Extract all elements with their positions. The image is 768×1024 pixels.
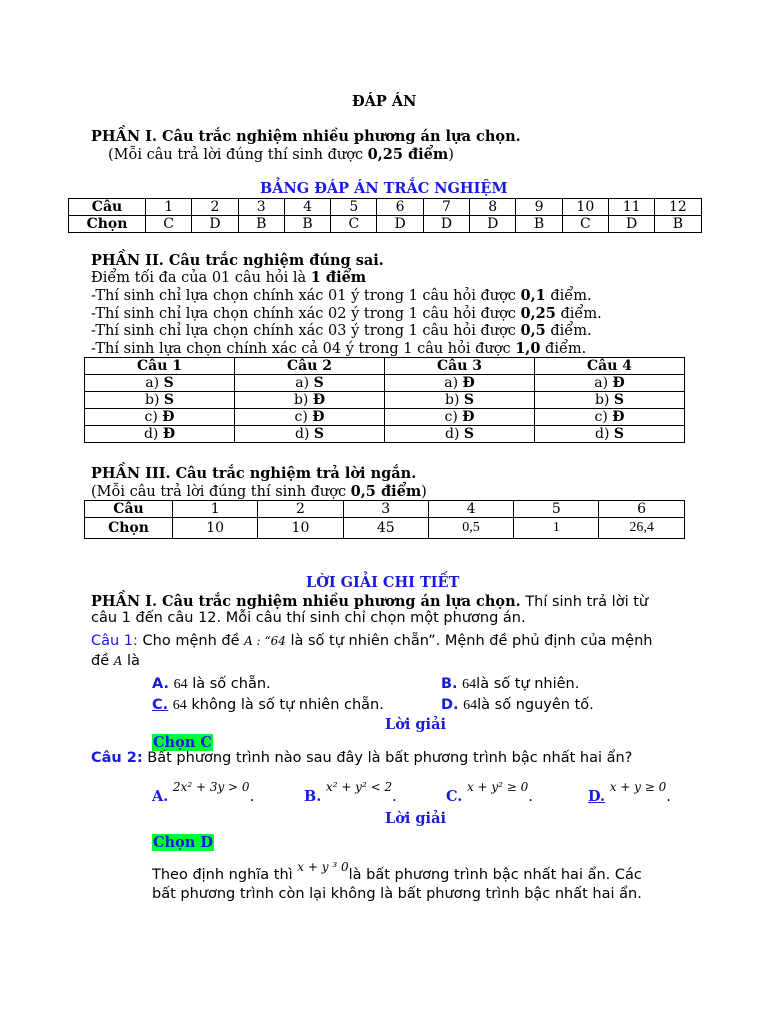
part3-question-cell: 5 (514, 501, 599, 518)
q1-option-d-math: 64 (463, 698, 478, 713)
part2-cell-answer: Đ (462, 375, 475, 391)
solution-part1-heading: PHẦN I. Câu trắc nghiệm nhiều phương án lựa chọn. (91, 593, 521, 610)
part3-answer-cell: 45 (343, 518, 428, 539)
q2-option-b-dot: . (392, 789, 397, 805)
part2-cell (385, 426, 535, 443)
part2-rule-text: -Thí sinh chỉ lựa chọn chính xác 03 ý trong 1 câu hỏi được (91, 323, 521, 339)
part1-question-cell: 6 (377, 199, 423, 216)
q1-answer: Chọn C (153, 734, 212, 751)
part2-row (85, 409, 685, 426)
part1-question-cell: 1 (146, 199, 192, 216)
part3-question-cell: 3 (343, 501, 428, 518)
q1-option-b-math: 64 (462, 677, 477, 692)
q1-label: Câu 1 (91, 633, 134, 649)
q1-option-c[interactable] (152, 697, 384, 714)
q2-option-b[interactable] (304, 778, 397, 805)
part1-question-cell: 10 (562, 199, 608, 216)
part3-answer-cell: 1 (514, 518, 599, 539)
part2-max-prefix: Điểm tối đa của 01 câu hỏi là (91, 270, 311, 286)
part1-question-row (69, 199, 702, 216)
part1-row2-label: Chọn (69, 216, 146, 233)
part3-answer-cell: 10 (258, 518, 343, 539)
q1-option-d-text: là số nguyên tố. (477, 697, 594, 713)
q1-text2: là số tự nhiên chẵn”. Mệnh đề phủ định của mệnh (285, 633, 653, 649)
q1-option-a-text: là số chẵn. (187, 676, 271, 692)
part2-cell (85, 409, 235, 426)
part2-cell (535, 375, 685, 392)
q2-option-a-letter: A. (152, 788, 169, 805)
part2-cell-answer: Đ (162, 426, 176, 442)
part2-cell-item: b) (293, 392, 313, 408)
part2-row (85, 426, 685, 443)
part2-cell (85, 392, 235, 409)
part2-cell-item: a) (594, 375, 613, 391)
q2-solution-label: Lời giải (385, 810, 446, 827)
q1-option-c-math: 64 (172, 698, 187, 713)
page-title: ĐÁP ÁN (352, 93, 417, 110)
q1-solution-label: Lời giải (385, 716, 446, 733)
part1-answer-cell: D (608, 216, 654, 233)
q2-expl1-b: là bất phương trình bậc nhất hai ẩn. Các (348, 867, 642, 883)
q2-option-a-math: 2x² + 3y > 0 (172, 780, 250, 794)
part2-rule-bold: 0,5 (520, 322, 546, 339)
part2-rule-bold: 0,1 (520, 287, 546, 304)
q2-option-c-math: x + y² ≥ 0 (466, 780, 529, 794)
part2-cell (235, 409, 385, 426)
part1-note (108, 146, 454, 163)
part3-answer-cell: 0,5 (428, 518, 513, 539)
part2-cell-item: b) (445, 392, 464, 408)
part3-answer-row (85, 518, 685, 539)
part2-rule-bold: 0,25 (520, 304, 556, 322)
part2-cell-answer: Đ (312, 392, 326, 408)
part2-cell-item: d) (143, 426, 163, 442)
q2-option-c-dot: . (528, 789, 533, 805)
part2-cell (385, 409, 535, 426)
part2-cell (85, 426, 235, 443)
part2-cell-answer: S (163, 392, 174, 408)
part1-question-cell: 9 (516, 199, 562, 216)
part2-cell-item: b) (145, 392, 164, 408)
part2-rule (91, 287, 592, 304)
part1-note-bold: 0,25 điểm (367, 146, 449, 163)
part1-answer-cell: C (562, 216, 608, 233)
part1-answer-table (68, 198, 702, 233)
q2-option-d-dot: . (666, 789, 671, 805)
part1-question-cell: 12 (655, 199, 701, 216)
part1-answer-cell: B (284, 216, 330, 233)
part2-header-cell: Câu 3 (385, 358, 535, 375)
part2-header-cell: Câu 4 (535, 358, 685, 375)
part2-answer-table (84, 357, 685, 443)
part1-question-cell: 8 (470, 199, 516, 216)
q1-option-b-text: là số tự nhiên. (476, 676, 580, 692)
solution-part1-rest: Thí sinh trả lời từ (520, 594, 649, 610)
q1-line2 (91, 653, 140, 669)
part2-cell-item: d) (445, 426, 464, 442)
part2-cell (535, 392, 685, 409)
part2-header-row (85, 358, 685, 375)
part3-answer-table (84, 500, 685, 539)
q2-option-b-math: x² + y² < 2 (325, 780, 393, 794)
part2-cell (385, 392, 535, 409)
part2-cell-answer: S (463, 426, 474, 442)
q1-math1: A : “64 (244, 634, 286, 648)
part1-question-cell: 4 (284, 199, 330, 216)
part1-note-suffix: ) (448, 147, 454, 163)
part1-answer-cell: D (377, 216, 423, 233)
part2-rule-suffix: điểm. (545, 288, 592, 304)
part2-max-score (91, 269, 366, 286)
part3-note (91, 483, 427, 500)
part2-max-bold: 1 điểm (310, 269, 367, 286)
q1-option-c-letter: C. (152, 697, 169, 713)
part3-question-cell: 6 (599, 501, 684, 518)
part2-cell (235, 426, 385, 443)
solution-title: LỜI GIẢI CHI TIẾT (306, 574, 460, 591)
part2-cell (535, 426, 685, 443)
part2-cell-item: a) (295, 375, 314, 391)
solution-part1-line2: câu 1 đến câu 12. Mỗi câu thí sinh chỉ chọn một phương án. (91, 610, 526, 626)
part2-cell-item: c) (144, 409, 163, 425)
part2-rule-text: -Thí sinh lựa chọn chính xác cả 04 ý trong 1 câu hỏi được (91, 340, 516, 357)
part1-answer-cell: C (331, 216, 377, 233)
q1-option-d[interactable] (441, 697, 594, 714)
part2-cell-item: d) (295, 426, 314, 442)
part1-note-prefix: (Mỗi câu trả lời đúng thí sinh được (108, 147, 368, 163)
q2-line (91, 750, 632, 766)
part1-answer-cell: D (423, 216, 469, 233)
part2-cell (535, 409, 685, 426)
part3-heading: PHẦN III. Câu trắc nghiệm trả lời ngắn. (91, 465, 417, 482)
part3-note-prefix: (Mỗi câu trả lời đúng thí sinh được (91, 484, 351, 500)
q2-option-d[interactable] (588, 778, 671, 805)
part2-cell-item: c) (294, 409, 313, 425)
part2-header-cell: Câu 2 (235, 358, 385, 375)
part1-question-cell: 7 (423, 199, 469, 216)
part1-table-title: BẢNG ĐÁP ÁN TRẮC NGHIỆM (260, 180, 508, 197)
q1-option-a[interactable] (152, 676, 271, 693)
q2-option-a-dot: . (249, 789, 255, 805)
q2-option-d-letter: D. (588, 788, 606, 805)
part2-rule-text: -Thí sinh chỉ lựa chọn chính xác 01 ý trong 1 câu hỏi được (91, 288, 521, 304)
part2-cell-answer: S (313, 426, 324, 442)
part2-rule-suffix: điểm. (540, 340, 587, 357)
q1-line1 (91, 633, 652, 649)
q2-option-a[interactable] (152, 778, 255, 805)
part1-question-cell: 5 (331, 199, 377, 216)
part3-question-row (85, 501, 685, 518)
q1-option-c-text: không là số tự nhiên chẵn. (186, 697, 384, 713)
part2-cell-answer: Đ (462, 409, 475, 425)
part2-cell-item: b) (595, 392, 614, 408)
part2-cell-answer: Đ (312, 409, 325, 425)
part2-cell-answer: S (163, 375, 174, 391)
q2-option-c[interactable] (446, 778, 533, 805)
part2-cell (85, 375, 235, 392)
q1-line2-a: đề (91, 653, 114, 669)
q2-explanation-line2: bất phương trình còn lại không là bất phương trình bậc nhất hai ẩn. (152, 886, 642, 902)
q1-option-b-letter: B. (441, 676, 458, 692)
part1-answer-cell: B (238, 216, 284, 233)
part3-question-cell: 2 (258, 501, 343, 518)
part2-rule (91, 322, 592, 339)
part2-cell-answer: S (613, 426, 624, 442)
part1-answer-cell: C (146, 216, 192, 233)
part2-cell-item: a) (145, 375, 164, 391)
q1-option-a-math: 64 (173, 677, 188, 692)
part2-cell-answer: Đ (162, 409, 175, 425)
part1-answer-cell: B (655, 216, 701, 233)
part1-answer-cell: D (470, 216, 516, 233)
part3-note-suffix: ) (421, 484, 427, 500)
part3-row1-label: Câu (85, 501, 173, 518)
q1-option-d-letter: D. (441, 697, 459, 713)
part3-question-cell: 1 (173, 501, 258, 518)
q1-line2-b: là (122, 653, 140, 669)
part2-cell (235, 375, 385, 392)
part1-answer-cell: B (516, 216, 562, 233)
q2-expl1-math: x + y ³ 0 (297, 860, 349, 874)
part2-rule-suffix: điểm. (545, 323, 592, 339)
q1-line2-math: A (113, 654, 123, 668)
q1-text1: Cho mệnh đề (137, 633, 245, 649)
part3-answer-cell: 26,4 (599, 518, 684, 539)
part1-question-cell: 11 (608, 199, 654, 216)
part2-cell-answer: Đ (612, 375, 625, 391)
q2-explanation-line1 (152, 860, 642, 883)
part3-answer-cell: 10 (173, 518, 258, 539)
part1-question-cell: 3 (238, 199, 284, 216)
q1-option-a-letter: A. (152, 676, 169, 692)
part2-cell-answer: Đ (612, 409, 625, 425)
q2-option-d-math: x + y ≥ 0 (609, 780, 667, 794)
part3-row2-label: Chọn (85, 518, 173, 539)
q2-text: Bất phương trình nào sau đây là bất phương trình bậc nhất hai ẩn? (142, 750, 633, 766)
part2-cell (385, 375, 535, 392)
q2-option-b-letter: B. (304, 788, 322, 805)
part2-row (85, 375, 685, 392)
part2-row (85, 392, 685, 409)
part2-cell-item: a) (444, 375, 463, 391)
part2-rule-text: -Thí sinh chỉ lựa chọn chính xác 02 ý trong 1 câu hỏi được (91, 305, 521, 322)
part2-rule (91, 340, 586, 357)
part1-row1-label: Câu (69, 199, 146, 216)
part3-note-bold: 0,5 điểm (350, 483, 422, 500)
part1-heading: PHẦN I. Câu trắc nghiệm nhiều phương án lựa chọn. (91, 128, 521, 145)
q2-label: Câu 2: (91, 750, 143, 766)
part1-answer-cell: D (192, 216, 238, 233)
part2-cell (235, 392, 385, 409)
q2-expl1-a: Theo định nghĩa thì (152, 867, 298, 883)
solution-part1-line1 (91, 593, 648, 610)
part2-rule (91, 305, 602, 322)
part1-question-cell: 2 (192, 199, 238, 216)
part2-rule-suffix: điểm. (555, 305, 602, 322)
part1-answer-row (69, 216, 702, 233)
part2-header-cell: Câu 1 (85, 358, 235, 375)
part2-cell-answer: S (313, 375, 324, 391)
part2-cell-answer: S (613, 392, 624, 408)
part2-heading: PHẦN II. Câu trắc nghiệm đúng sai. (91, 252, 384, 269)
part3-question-cell: 4 (428, 501, 513, 518)
part2-cell-item: c) (594, 409, 613, 425)
part2-cell-item: d) (595, 426, 614, 442)
q1-colon: : (133, 633, 138, 649)
part2-cell-item: c) (444, 409, 463, 425)
q2-answer: Chọn D (153, 834, 213, 851)
q1-option-b[interactable] (441, 676, 579, 693)
part2-rule-bold: 1,0 (515, 339, 541, 357)
part2-cell-answer: S (463, 392, 474, 408)
q2-option-c-letter: C. (446, 788, 463, 805)
